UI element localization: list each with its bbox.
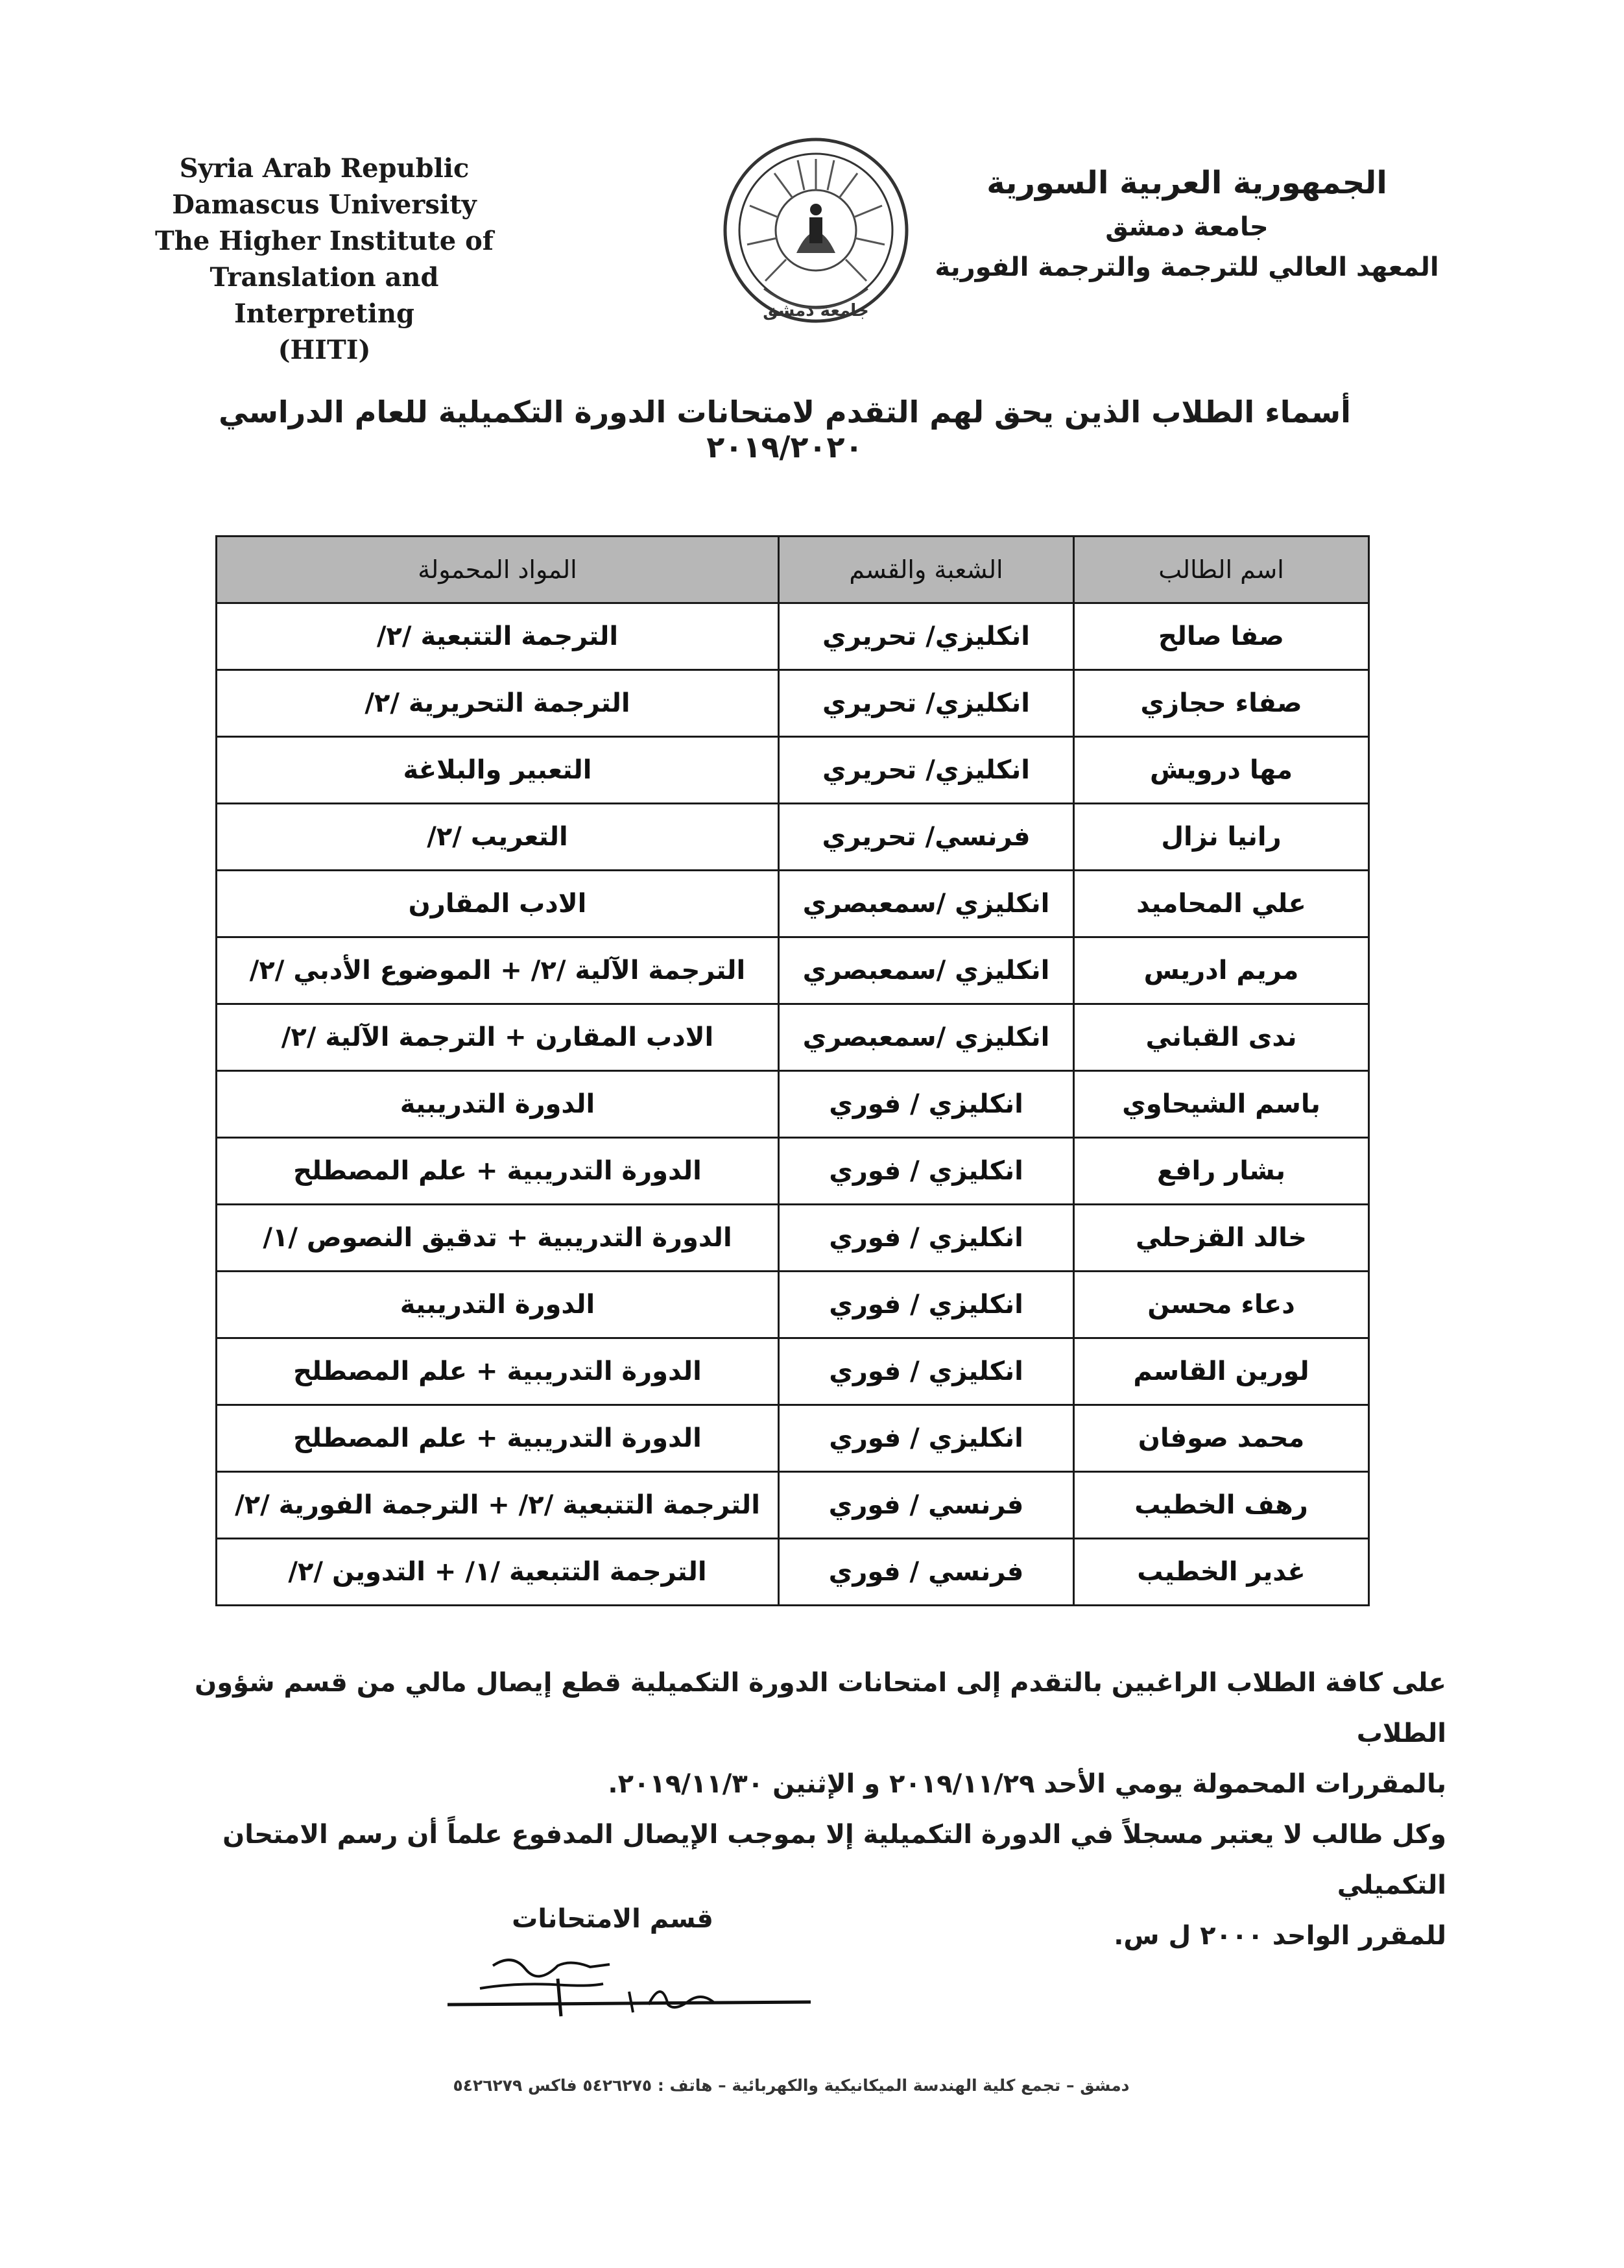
header-en-university: Damascus University <box>172 189 477 220</box>
table-row <box>217 1405 1369 1472</box>
student-name: رانيا نزال <box>1074 804 1369 871</box>
seal-text: جامعة دمشق <box>763 301 869 320</box>
student-subjects: الدورة التدريبية + علم المصطلح <box>217 1405 779 1472</box>
student-subjects: الترجمة الآلية /٢/ + الموضوع الأدبي /٢/ <box>217 937 779 1004</box>
student-department: انكليزي/ تحريري <box>779 737 1074 804</box>
notice-line: على كافة الطلاب الراغبين بالتقدم إلى امتحانات الدورة التكميلية قطع إيصال مالي من قسم شؤون الطلاب <box>195 1668 1446 1748</box>
header-ar-university: جامعة دمشق <box>1105 212 1269 242</box>
student-subjects: الدورة التدريبية <box>217 1071 779 1138</box>
student-department: انكليزي/ تحريري <box>779 670 1074 737</box>
student-department: فرنسي / فوري <box>779 1539 1074 1606</box>
notice-line: وكل طالب لا يعتبر مسجلاً في الدورة التكميلية إلا بموجب الإيصال المدفوع علماً أن رسم الامتحان التكميلي <box>222 1820 1446 1900</box>
table-row <box>217 737 1369 804</box>
students-table <box>215 535 1370 1606</box>
student-name: مريم ادريس <box>1074 937 1369 1004</box>
header-en-institute: The Higher Institute of <box>155 226 494 256</box>
student-department: انكليزي /سمعبصري <box>779 1004 1074 1071</box>
student-name: بشار رافع <box>1074 1138 1369 1205</box>
student-name: خالد القزحلي <box>1074 1205 1369 1272</box>
student-department: انكليزي / فوري <box>779 1205 1074 1272</box>
header-en-institute-cont: Translation and Interpreting <box>209 262 439 329</box>
table-row <box>217 670 1369 737</box>
student-department: انكليزي / فوري <box>779 1405 1074 1472</box>
header-subjects: المواد المحمولة <box>217 537 779 603</box>
table-row <box>217 871 1369 937</box>
student-subjects: التعبير والبلاغة <box>217 737 779 804</box>
student-name: رهف الخطيب <box>1074 1472 1369 1539</box>
table-row <box>217 603 1369 670</box>
student-subjects: الدورة التدريبية + علم المصطلح <box>217 1338 779 1405</box>
student-name: باسم الشيحاوي <box>1074 1071 1369 1138</box>
student-name: صفاء حجازي <box>1074 670 1369 737</box>
student-name: علي المحاميد <box>1074 871 1369 937</box>
notice-paragraph <box>195 1658 1446 1961</box>
table-row <box>217 1071 1369 1138</box>
footer-contact: دمشق – تجمع كلية الهندسة الميكانيكية والكهربائية – هاتف : ٥٤٢٦٢٧٥ فاكس ٥٤٢٦٢٧٩ <box>453 2076 1130 2095</box>
student-department: فرنسي / فوري <box>779 1472 1074 1539</box>
notice-line: بالمقررات المحمولة يومي الأحد ٢٠١٩/١١/٢٩ و الإثنين ٢٠١٩/١١/٣٠. <box>608 1769 1446 1799</box>
student-name: دعاء محسن <box>1074 1272 1369 1338</box>
university-seal-icon <box>719 133 913 334</box>
student-subjects: الترجمة التتبعية /٢/ + الترجمة الفورية /٢/ <box>217 1472 779 1539</box>
student-department: انكليزي /سمعبصري <box>779 871 1074 937</box>
table-row <box>217 1272 1369 1338</box>
header-student-name: اسم الطالب <box>1074 537 1369 603</box>
student-department: انكليزي/ تحريري <box>779 603 1074 670</box>
header-department: الشعبة والقسم <box>779 537 1074 603</box>
student-subjects: الادب المقارن <box>217 871 779 937</box>
header-ar-country: الجمهورية العربية السورية <box>986 165 1387 201</box>
table-header-row <box>217 537 1369 603</box>
student-department: انكليزي / فوري <box>779 1338 1074 1405</box>
document-title: أسماء الطلاب الذين يحق لهم التقدم لامتحانات الدورة التكميلية للعام الدراسي ٢٠١٩/٢٠٢٠ <box>219 394 1351 464</box>
table-row <box>217 937 1369 1004</box>
student-subjects: الترجمة التتبعية /١/ + التدوين /٢/ <box>217 1539 779 1606</box>
header-en-abbrev: (HITI) <box>278 335 371 365</box>
notice-line: للمقرر الواحد ٢٠٠٠ ل س. <box>1114 1921 1446 1951</box>
student-department: انكليزي / فوري <box>779 1071 1074 1138</box>
student-name: محمد صوفان <box>1074 1405 1369 1472</box>
header-arabic <box>921 159 1453 287</box>
table-row <box>217 1138 1369 1205</box>
student-subjects: التعريب /٢/ <box>217 804 779 871</box>
table-row <box>217 1472 1369 1539</box>
table-row <box>217 804 1369 871</box>
student-subjects: الادب المقارن + الترجمة الآلية /٢/ <box>217 1004 779 1071</box>
student-name: ندى القباني <box>1074 1004 1369 1071</box>
table-row <box>217 1205 1369 1272</box>
signature-label: قسم الامتحانات <box>512 1904 713 1934</box>
student-subjects: الترجمة التحريرية /٢/ <box>217 670 779 737</box>
header-en-country: Syria Arab Republic <box>179 153 470 184</box>
table-row <box>217 1539 1369 1606</box>
student-subjects: الدورة التدريبية + تدقيق النصوص /١/ <box>217 1205 779 1272</box>
student-department: انكليزي / فوري <box>779 1138 1074 1205</box>
student-department: انكليزي / فوري <box>779 1272 1074 1338</box>
student-subjects: الترجمة التتبعية /٢/ <box>217 603 779 670</box>
student-name: لورين القاسم <box>1074 1338 1369 1405</box>
student-department: فرنسي/ تحريري <box>779 804 1074 871</box>
student-subjects: الدورة التدريبية <box>217 1272 779 1338</box>
table-row <box>217 1004 1369 1071</box>
header-english <box>123 151 525 368</box>
student-name: صفا صالح <box>1074 603 1369 670</box>
table-row <box>217 1338 1369 1405</box>
student-subjects: الدورة التدريبية + علم المصطلح <box>217 1138 779 1205</box>
student-department: انكليزي /سمعبصري <box>779 937 1074 1004</box>
header-ar-institute: المعهد العالي للترجمة والترجمة الفورية <box>935 252 1439 282</box>
student-name: مها درويش <box>1074 737 1369 804</box>
handwritten-signature-icon <box>441 1940 817 2024</box>
student-name: غدير الخطيب <box>1074 1539 1369 1606</box>
